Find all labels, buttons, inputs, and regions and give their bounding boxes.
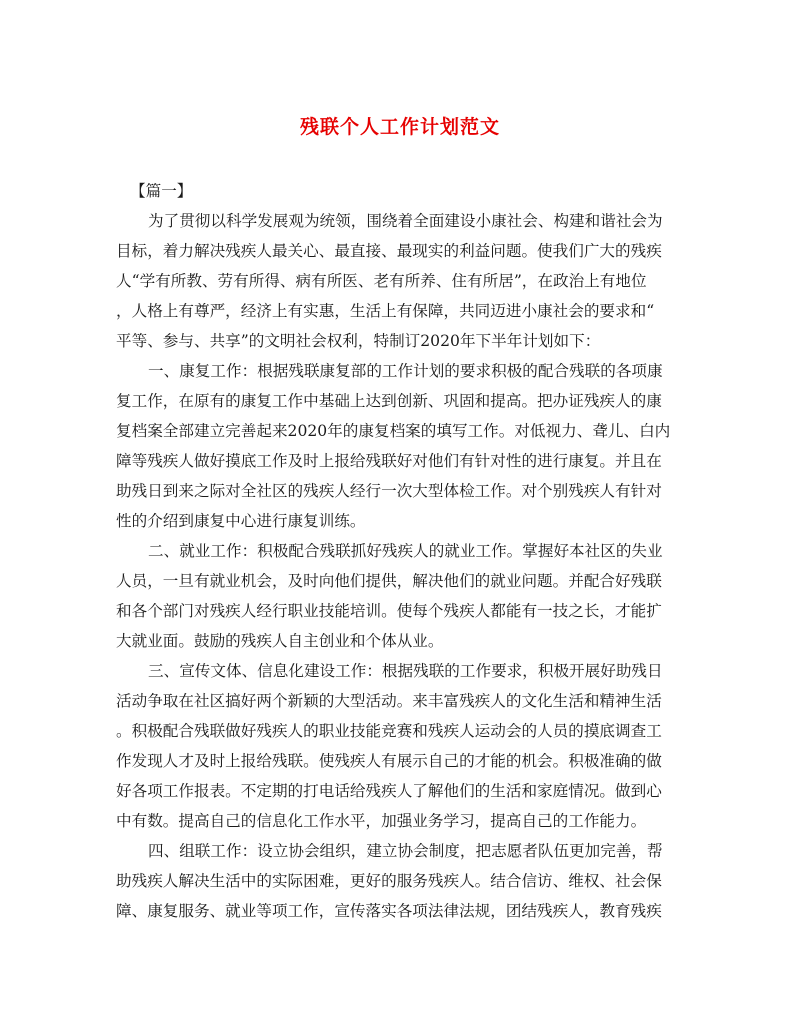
- text-line: 好各项工作报表。不定期的打电话给残疾人了解他们的生活和家庭情况。做到心: [116, 782, 662, 800]
- text-line: ，人格上有尊严，经济上有实惠，生活上有保障，共同迈进小康社会的要求和“: [116, 302, 655, 320]
- text-line: 。积极配合残联做好残疾人的职业技能竞赛和残疾人运动会的人员的摸底调查工: [116, 722, 662, 740]
- text-line: 性的介绍到康复中心进行康复训练。: [116, 512, 366, 530]
- text-line: 平等、参与、共享”的文明社会权利，特制订2020年下半年计划如下：: [116, 332, 601, 350]
- text-line: 障、康复服务、就业等项工作，宣传落实各项法律法规，团结残疾人，教育残疾: [116, 902, 662, 920]
- document-body: [116, 176, 684, 926]
- text-line: 四、组联工作：设立协会组织，建立协会制度，把志愿者队伍更加完善，帮: [148, 842, 663, 860]
- section-label: 【篇一】: [130, 182, 193, 200]
- text-line: 活动争取在社区搞好两个新颖的大型活动。来丰富残疾人的文化生活和精神生活: [116, 692, 662, 710]
- text-line: 复工作，在原有的康复工作中基础上达到创新、巩固和提高。把办证残疾人的康: [116, 392, 662, 410]
- text-line: 目标，着力解决残疾人最关心、最直接、最现实的利益问题。使我们广大的残疾: [116, 242, 662, 260]
- text-line: 人员，一旦有就业机会，及时向他们提供，解决他们的就业问题。并配合好残联: [116, 572, 662, 590]
- text-line: 三、宣传文体、信息化建设工作：根据残联的工作要求，积极开展好助残日: [148, 662, 663, 680]
- text-line: 为了贯彻以科学发展观为统领，围绕着全面建设小康社会、构建和谐社会为: [148, 212, 663, 230]
- text-line: 一、康复工作：根据残联康复部的工作计划的要求积极的配合残联的各项康: [148, 362, 663, 380]
- text-line: 复档案全部建立完善起来2020年的康复档案的填写工作。对低视力、聋儿、白内: [116, 422, 671, 440]
- text-line: 作发现人才及时上报给残联。使残疾人有展示自己的才能的机会。积极准确的做: [116, 752, 662, 770]
- text-line: 助残疾人解决生活中的实际困难，更好的服务残疾人。结合信访、维权、社会保: [116, 872, 662, 890]
- text-line: 中有数。提高自己的信息化工作水平，加强业务学习，提高自己的工作能力。: [116, 812, 647, 830]
- text-line: 人“学有所教、劳有所得、病有所医、老有所养、住有所居”，在政治上有地位: [116, 272, 647, 290]
- text-line: 和各个部门对残疾人经行职业技能培训。使每个残疾人都能有一技之长，才能扩: [116, 602, 662, 620]
- text-line: 助残日到来之际对全社区的残疾人经行一次大型体检工作。对个别残疾人有针对: [116, 482, 662, 500]
- document-title: 残联个人工作计划范文: [299, 116, 500, 138]
- text-line: 大就业面。鼓励的残疾人自主创业和个体从业。: [116, 632, 444, 650]
- text-line: 二、就业工作：积极配合残联抓好残疾人的就业工作。掌握好本社区的失业: [148, 542, 663, 560]
- text-line: 障等残疾人做好摸底工作及时上报给残联好对他们有针对性的进行康复。并且在: [116, 452, 662, 470]
